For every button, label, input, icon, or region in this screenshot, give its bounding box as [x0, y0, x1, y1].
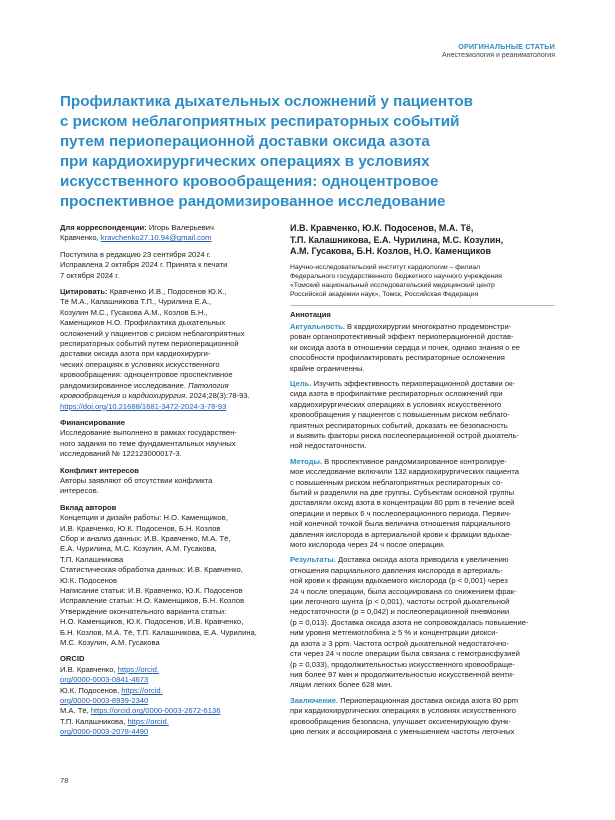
- citation-line: Тё М.А., Калашникова Т.П., Чурилина Е.А.,: [60, 297, 212, 307]
- paragraph-line: кардиохирургических операциях в условиях искусственного: [290, 399, 502, 409]
- citation-line: ческих операциях в условиях искусственного: [60, 359, 220, 369]
- contribution-line: Е.А. Чурилина, М.С. Козулин, А.М. Гусакова,: [60, 544, 217, 554]
- conclusion-label: Заключение.: [290, 695, 339, 705]
- paragraph-line: сида азота в профилактике респираторных осложнений при: [290, 389, 503, 399]
- citation-line: респираторных событий путем периоперационной: [60, 339, 239, 349]
- correspondence-surname: Кравченко,: [60, 233, 101, 243]
- paragraph-line: ной конечной точкой была величина отношения парциального: [290, 519, 511, 529]
- paragraph-line: В проспективное рандомизированное контролируе-: [322, 456, 507, 466]
- affiliation-line: Научно-исследовательский институт кардиологии – филиал: [290, 263, 481, 271]
- funding-line: Исследование выполнено в рамках государствен-: [60, 428, 237, 438]
- contribution-line: Б.Н. Козлов, М.А. Тё, Т.П. Калашникова, Е.А. Чурилина,: [60, 627, 257, 637]
- right-column: [290, 223, 555, 742]
- paragraph-line: и выявить факторы риска послеоперационной острой дыхатель-: [290, 430, 519, 440]
- paragraph-line: ной недостаточности.: [290, 441, 367, 451]
- paragraph-line: (p = 0,033), продолжительностью искусственного кровообраще-: [290, 659, 515, 669]
- paragraph-line: ции легочного шунта (p < 0,001), частоты острой дыхательной: [290, 597, 510, 607]
- paragraph-line: при кардиохирургических операциях в условиях искусственного: [290, 706, 516, 716]
- citation-block: [60, 287, 270, 412]
- contribution-line: Т.П. Калашникова: [60, 554, 124, 564]
- affiliation: [290, 263, 555, 299]
- paragraph-line: способности профилактировать респираторные осложнения: [290, 353, 505, 363]
- orcid-link[interactable]: org/0000-0003-8939-2340: [60, 696, 149, 706]
- dates-block: [60, 250, 270, 281]
- section-label: ОРИГИНАЛЬНЫЕ СТАТЬИ: [458, 42, 555, 51]
- left-column: [60, 223, 270, 744]
- citation-line: Кравченко И.В., Подосенов Ю.К.,: [107, 287, 227, 297]
- citation-journal: кровообращения и кардиохирургия: [60, 391, 186, 401]
- contribution-line: Ю.К. Подосенов: [60, 575, 118, 585]
- paragraph-line: мое исследование включили 132 кардиохирургических пациента: [290, 467, 519, 477]
- correspondence-label: Для корреспонденции:: [60, 223, 147, 232]
- aim-paragraph: [290, 379, 555, 452]
- funding-line: исследований № 122123000017-3.: [60, 449, 182, 459]
- paragraph-line: бытий и разделили на две группы. Субъектам основной группы: [290, 488, 515, 497]
- paragraph-line: крайне ограниченны.: [290, 363, 365, 373]
- conflict-line: Авторы заявляют об отсутствии конфликта: [60, 475, 213, 485]
- contribution-line: Написание статьи: И.В. Кравченко, Ю.К. Подосенов: [60, 586, 243, 595]
- methods-paragraph: [290, 457, 555, 551]
- paragraph-line: да азота ≥ 3 ppm. Частота острой дыхательной недостаточно-: [290, 638, 509, 648]
- relevance-label: Актуальность.: [290, 321, 345, 331]
- contribution-line: И.В. Кравченко, Ю.К. Подосенов, Б.Н. Козлов: [60, 523, 221, 533]
- contribution-line: Исправление статьи: Н.О. Каменщиков, Б.Н. Козлов: [60, 596, 245, 606]
- title-line: путем периоперационной доставки оксида азота: [60, 133, 430, 150]
- citation-journal: Патология: [188, 380, 229, 390]
- paragraph-line: ляции легких более 628 мин.: [290, 680, 393, 690]
- citation-volume: . 2024;28(3):78-93.: [185, 391, 250, 401]
- title-line: искусственного кровообращения: одноцентровое: [60, 173, 439, 190]
- orcid-heading: ORCID: [60, 654, 85, 664]
- date-line: Исправлена 2 октября 2024 г. Принята к печати: [60, 260, 228, 270]
- orcid-author: Т.П. Калашникова,: [60, 716, 128, 726]
- orcid-link[interactable]: https://orcid.org/0000-0003-2672-6136: [90, 706, 221, 716]
- subsection-label: Анестезиология и реаниматология: [442, 52, 555, 59]
- paragraph-line: ной крови к фракции вдыхаемого кислорода (p < 0,001) через: [290, 576, 508, 586]
- author-line: А.М. Гусакова, Б.Н. Козлов, Н.О. Каменщиков: [290, 246, 492, 256]
- paragraph-line: рован органопротективный эффект периоперационной достав-: [290, 332, 514, 342]
- results-paragraph: [290, 555, 555, 690]
- divider: [290, 305, 555, 306]
- paragraph-line: приятных респираторных событий, доказать ее безопасность: [290, 420, 508, 430]
- orcid-link[interactable]: https://orcid.: [121, 685, 163, 695]
- results-label: Результаты.: [290, 555, 336, 565]
- orcid-link[interactable]: https://orcid.: [117, 664, 160, 674]
- paragraph-line: ки оксида азота в отношении сердца и почек, однако знания о ее: [290, 342, 521, 352]
- relevance-paragraph: [290, 322, 555, 374]
- orcid-author: Ю.К. Подосенов,: [60, 685, 122, 695]
- orcid-author: И.В. Кравченко,: [60, 664, 118, 674]
- affiliation-line: Российской академии наук», Томск, Российская Федерация: [290, 290, 479, 298]
- title-line: Профилактика дыхательных осложнений у пациентов: [60, 93, 473, 110]
- paragraph-line: В кардиохирургии многократно продемонстри-: [344, 321, 512, 331]
- author-list: [290, 223, 555, 258]
- conclusion-paragraph: [290, 696, 555, 738]
- paragraph-line: Изучить эффективность периоперационной доставки ок-: [311, 378, 515, 388]
- paragraph-line: Доставка оксида азота приводила к увеличению: [335, 555, 509, 565]
- contribution-line: М.С. Козулин, А.М. Гусакова: [60, 638, 160, 648]
- paragraph-line: мого кислорода через 24 ч после операции.: [290, 540, 446, 550]
- article-title: [60, 92, 530, 212]
- contribution-heading: Вклад авторов: [60, 502, 117, 512]
- orcid-author: М.А. Тё,: [60, 706, 91, 716]
- orcid-link[interactable]: org/0000-0003-0841-4673: [60, 675, 149, 685]
- citation-line: доставки оксида азота при кардиохирурги-: [60, 349, 211, 359]
- paragraph-line: кровообращения у пациентов с повышенным риском неблаго-: [290, 410, 510, 420]
- title-line: при кардиохирургических операциях в условиях: [60, 153, 430, 170]
- paragraph-line: (p = 0,013). Доставка оксида азота не сопровождалась повышение-: [290, 617, 529, 627]
- citation-label: Цитировать:: [60, 287, 108, 297]
- author-line: И.В. Кравченко, Ю.К. Подосенов, М.А. Тё,: [290, 223, 474, 233]
- paragraph-line: ним уровня метгемоглобина ≥ 5 % и концентрации диокси-: [290, 628, 498, 638]
- funding-line: ного задания по теме фундаментальных научных: [60, 438, 236, 448]
- contribution-line: Н.О. Каменщиков, Ю.К. Подосенов, И.В. Кравченко,: [60, 617, 244, 627]
- citation-doi-link[interactable]: https://doi.org/10.21688/1681-3472-2024-3-78-93: [60, 401, 227, 411]
- paragraph-line: доставляли оксид азота в концентрации 80 ppm в течение всей: [290, 498, 515, 508]
- orcid-link[interactable]: org/0000-0003-2078-4490: [60, 727, 149, 737]
- citation-line: Каменщиков Н.О. Профилактика дыхательных: [60, 318, 226, 328]
- correspondence-block: [60, 223, 270, 244]
- paragraph-line: отношения парциального давления кислорода в артериаль-: [290, 565, 503, 575]
- aim-label: Цель.: [290, 378, 312, 388]
- date-line: 7 октября 2024 г.: [60, 270, 120, 280]
- orcid-block: [60, 654, 270, 737]
- contribution-line: Сбор и анализ данных: И.В. Кравченко, М.А. Тё,: [60, 533, 231, 543]
- contribution-line: Статистическая обработка данных: И.В. Кравченко,: [60, 565, 243, 575]
- citation-line: Козулин М.С., Гусакова А.М., Козлов Б.Н.,: [60, 307, 208, 317]
- conflict-heading: Конфликт интересов: [60, 465, 139, 475]
- affiliation-line: «Томский национальный исследовательский медицинский центр: [290, 281, 495, 289]
- citation-line: рандомизированное исследование.: [60, 380, 189, 390]
- correspondence-email-link[interactable]: kravchenko27.10.94@gmail.com: [100, 233, 212, 243]
- correspondence-name: Игорь Валерьевич: [146, 223, 214, 232]
- paragraph-line: операции и первых 6 ч послеоперационного периода. Первич-: [290, 508, 512, 518]
- funding-block: [60, 418, 270, 460]
- paragraph-line: с повышенным риском неблагоприятных респираторных со-: [290, 477, 503, 487]
- paragraph-line: ния более 97 мин и продолжительностью искусственной венти-: [290, 669, 515, 679]
- affiliation-line: Федерального государственного бюджетного научного учреждения: [290, 272, 502, 280]
- conflict-line: интересов.: [60, 486, 99, 496]
- paragraph-line: кровообращения безопасна, улучшает оксигенирующую функ-: [290, 716, 511, 726]
- paragraph-line: Периоперационная доставка оксида азота 80 ppm: [338, 695, 519, 705]
- paragraph-line: давления кислорода в артериальной крови к фракции вдыхае-: [290, 529, 512, 539]
- title-line: проспективное рандомизированное исследование: [60, 193, 446, 210]
- contribution-block: [60, 503, 270, 649]
- annotation-heading: Аннотация: [290, 309, 331, 319]
- page-number: 78: [60, 776, 69, 785]
- methods-label: Методы.: [290, 456, 323, 466]
- date-line: Поступила в редакцию 23 сентября 2024 г.: [60, 249, 211, 259]
- contribution-line: Концепция и дизайн работы: Н.О. Каменщиков,: [60, 513, 228, 523]
- conflict-block: [60, 466, 270, 497]
- title-line: с риском неблагоприятных респираторных событий: [60, 113, 460, 130]
- orcid-link[interactable]: https://orcid.: [127, 716, 169, 726]
- citation-line: осложнений у пациентов с риском неблагоприятных: [60, 328, 245, 338]
- funding-heading: Финансирование: [60, 417, 125, 427]
- paragraph-line: недостаточности (p = 0,042) и послеоперационной пневмонии: [290, 607, 510, 617]
- citation-line: кровообращения: одноцентровое проспективное: [60, 370, 233, 380]
- page-header: [442, 42, 555, 59]
- paragraph-line: сти через 24 ч после операции была связана с гемотрансфузией: [290, 649, 520, 659]
- paragraph-line: 24 ч после операции, была ассоциирована со снижением фрак-: [290, 586, 517, 596]
- contribution-line: Утверждение окончательного варианта статьи:: [60, 606, 227, 616]
- author-line: Т.П. Калашникова, Е.А. Чурилина, М.С. Козулин,: [290, 234, 504, 245]
- paragraph-line: цию легких и ассоциирована с уменьшением частоты легочных: [290, 726, 515, 736]
